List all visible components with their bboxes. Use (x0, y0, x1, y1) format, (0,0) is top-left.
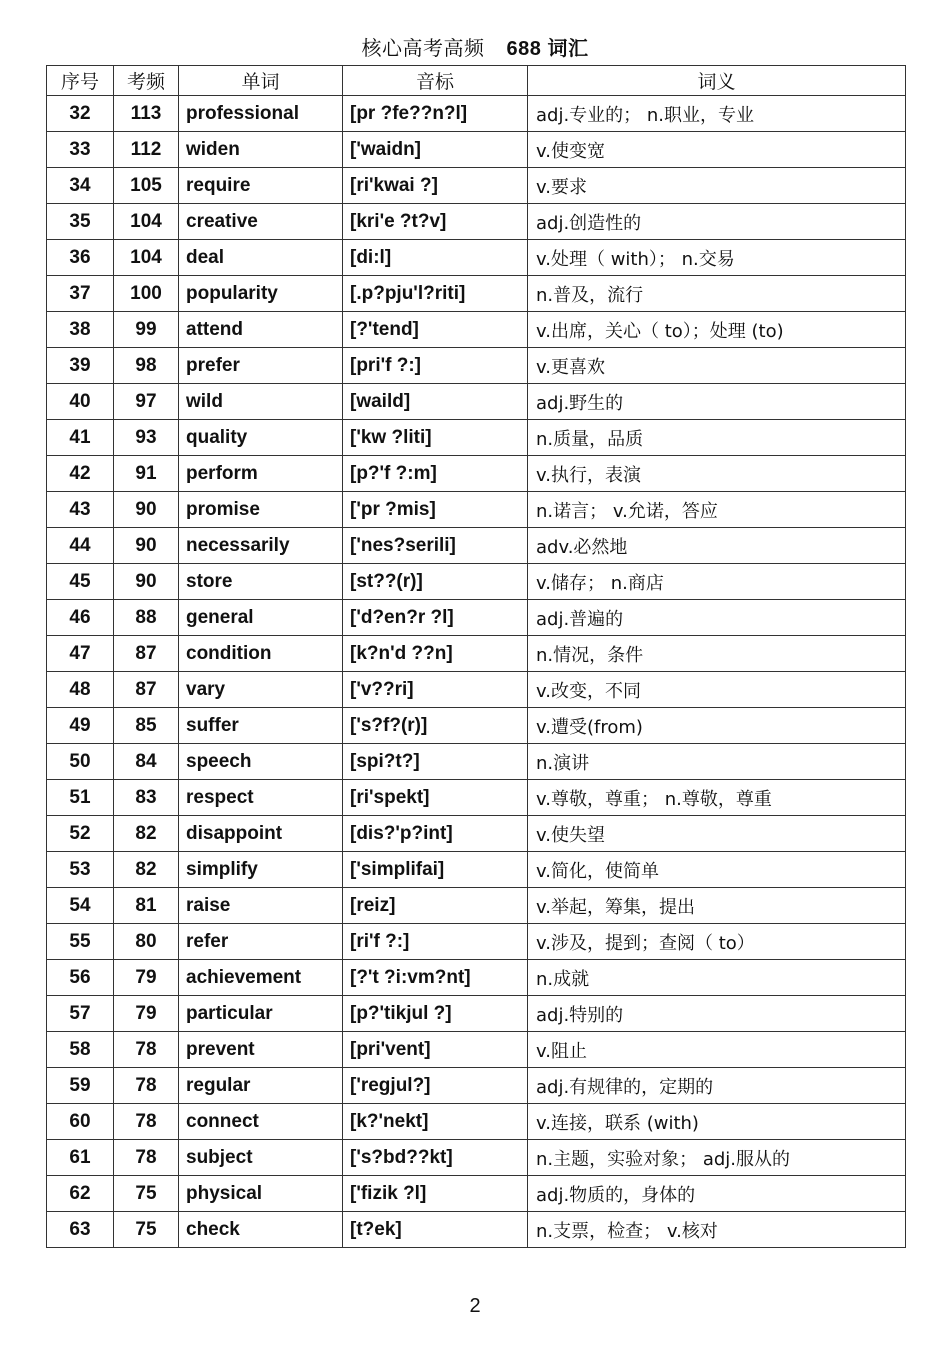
table-row (47, 168, 906, 204)
cell-word: vary (179, 672, 343, 708)
cell-word: require (179, 168, 343, 204)
cell-phonetic: [k?'nekt] (343, 1104, 528, 1140)
header-word: 单词 (179, 66, 343, 96)
table-row (47, 1032, 906, 1068)
cell-index: 37 (47, 276, 114, 312)
page-number: 2 (469, 1295, 481, 1317)
header-index: 序号 (47, 66, 114, 96)
cell-meaning: v.执行，表演 (528, 456, 906, 492)
table-row (47, 888, 906, 924)
vocab-table (46, 65, 906, 1248)
table-row (47, 96, 906, 132)
cell-word: connect (179, 1104, 343, 1140)
table-row (47, 492, 906, 528)
cell-index: 57 (47, 996, 114, 1032)
cell-index: 58 (47, 1032, 114, 1068)
cell-word: prevent (179, 1032, 343, 1068)
cell-word: quality (179, 420, 343, 456)
cell-phonetic: [ri'spekt] (343, 780, 528, 816)
cell-meaning: adj.专业的； n.职业，专业 (528, 96, 906, 132)
cell-index: 53 (47, 852, 114, 888)
table-row (47, 348, 906, 384)
cell-phonetic: ['s?f?(r)] (343, 708, 528, 744)
cell-word: subject (179, 1140, 343, 1176)
cell-index: 49 (47, 708, 114, 744)
cell-phonetic: [.p?pju'l?riti] (343, 276, 528, 312)
cell-index: 61 (47, 1140, 114, 1176)
cell-frequency: 100 (114, 276, 179, 312)
cell-word: respect (179, 780, 343, 816)
cell-index: 44 (47, 528, 114, 564)
cell-frequency: 79 (114, 996, 179, 1032)
cell-word: professional (179, 96, 343, 132)
cell-phonetic: [di:l] (343, 240, 528, 276)
cell-meaning: adj.野生的 (528, 384, 906, 420)
table-row (47, 744, 906, 780)
cell-word: check (179, 1212, 343, 1248)
cell-word: regular (179, 1068, 343, 1104)
cell-index: 32 (47, 96, 114, 132)
cell-word: perform (179, 456, 343, 492)
table-row (47, 672, 906, 708)
cell-word: creative (179, 204, 343, 240)
cell-word: widen (179, 132, 343, 168)
cell-frequency: 105 (114, 168, 179, 204)
table-row (47, 960, 906, 996)
table-row (47, 1176, 906, 1212)
table-row (47, 312, 906, 348)
cell-frequency: 84 (114, 744, 179, 780)
cell-index: 42 (47, 456, 114, 492)
cell-frequency: 78 (114, 1140, 179, 1176)
cell-meaning: v.使失望 (528, 816, 906, 852)
cell-phonetic: ['kw ?liti] (343, 420, 528, 456)
cell-phonetic: [spi?t?] (343, 744, 528, 780)
table-row (47, 1068, 906, 1104)
cell-meaning: v.遭受(from) (528, 708, 906, 744)
cell-index: 39 (47, 348, 114, 384)
cell-word: prefer (179, 348, 343, 384)
cell-meaning: n.成就 (528, 960, 906, 996)
table-row (47, 420, 906, 456)
cell-frequency: 90 (114, 564, 179, 600)
cell-word: deal (179, 240, 343, 276)
cell-index: 36 (47, 240, 114, 276)
cell-index: 43 (47, 492, 114, 528)
cell-meaning: n.质量，品质 (528, 420, 906, 456)
cell-index: 63 (47, 1212, 114, 1248)
cell-index: 41 (47, 420, 114, 456)
cell-meaning: adj.创造性的 (528, 204, 906, 240)
cell-phonetic: [dis?'p?int] (343, 816, 528, 852)
cell-frequency: 87 (114, 636, 179, 672)
cell-meaning: v.涉及，提到；查阅（ to） (528, 924, 906, 960)
cell-meaning: v.简化，使简单 (528, 852, 906, 888)
cell-meaning: v.改变，不同 (528, 672, 906, 708)
table-row (47, 708, 906, 744)
cell-word: raise (179, 888, 343, 924)
cell-meaning: adj.物质的，身体的 (528, 1176, 906, 1212)
cell-phonetic: [ri'kwai ?] (343, 168, 528, 204)
cell-phonetic: [st??(r)] (343, 564, 528, 600)
cell-frequency: 90 (114, 492, 179, 528)
cell-index: 34 (47, 168, 114, 204)
cell-word: store (179, 564, 343, 600)
table-row (47, 456, 906, 492)
cell-index: 52 (47, 816, 114, 852)
cell-frequency: 104 (114, 240, 179, 276)
title-number: 688 词汇 (506, 38, 589, 60)
document-title (0, 32, 950, 61)
cell-frequency: 81 (114, 888, 179, 924)
header-phonetic: 音标 (343, 66, 528, 96)
cell-phonetic: [pri'f ?:] (343, 348, 528, 384)
cell-phonetic: [p?'f ?:m] (343, 456, 528, 492)
table-row (47, 852, 906, 888)
cell-meaning: v.储存； n.商店 (528, 564, 906, 600)
cell-frequency: 79 (114, 960, 179, 996)
cell-frequency: 88 (114, 600, 179, 636)
cell-index: 45 (47, 564, 114, 600)
cell-phonetic: [t?ek] (343, 1212, 528, 1248)
cell-word: speech (179, 744, 343, 780)
cell-frequency: 91 (114, 456, 179, 492)
table-row (47, 780, 906, 816)
cell-frequency: 82 (114, 816, 179, 852)
cell-phonetic: ['s?bd??kt] (343, 1140, 528, 1176)
cell-meaning: v.要求 (528, 168, 906, 204)
cell-phonetic: [kri'e ?t?v] (343, 204, 528, 240)
cell-frequency: 97 (114, 384, 179, 420)
table-row (47, 276, 906, 312)
cell-phonetic: [waild] (343, 384, 528, 420)
table-row (47, 996, 906, 1032)
table-row (47, 564, 906, 600)
cell-index: 51 (47, 780, 114, 816)
cell-index: 59 (47, 1068, 114, 1104)
cell-phonetic: ['fizik ?l] (343, 1176, 528, 1212)
cell-word: physical (179, 1176, 343, 1212)
cell-meaning: n.普及，流行 (528, 276, 906, 312)
cell-index: 62 (47, 1176, 114, 1212)
cell-phonetic: [p?'tikjul ?] (343, 996, 528, 1032)
cell-phonetic: ['regjul?] (343, 1068, 528, 1104)
table-row (47, 636, 906, 672)
cell-frequency: 78 (114, 1104, 179, 1140)
cell-phonetic: [k?n'd ??n] (343, 636, 528, 672)
cell-frequency: 104 (114, 204, 179, 240)
table-row (47, 132, 906, 168)
cell-index: 56 (47, 960, 114, 996)
cell-meaning: adv.必然地 (528, 528, 906, 564)
cell-meaning: n.情况，条件 (528, 636, 906, 672)
cell-phonetic: [pr ?fe??n?l] (343, 96, 528, 132)
cell-meaning: adj.普遍的 (528, 600, 906, 636)
table-row (47, 204, 906, 240)
cell-meaning: n.演讲 (528, 744, 906, 780)
cell-meaning: adj.有规律的，定期的 (528, 1068, 906, 1104)
cell-meaning: n.诺言； v.允诺，答应 (528, 492, 906, 528)
cell-word: attend (179, 312, 343, 348)
cell-word: general (179, 600, 343, 636)
cell-word: refer (179, 924, 343, 960)
cell-index: 54 (47, 888, 114, 924)
table-row (47, 1104, 906, 1140)
table-row (47, 1140, 906, 1176)
cell-frequency: 90 (114, 528, 179, 564)
cell-frequency: 98 (114, 348, 179, 384)
cell-meaning: n.主题，实验对象； adj.服从的 (528, 1140, 906, 1176)
cell-meaning: v.连接，联系 (with) (528, 1104, 906, 1140)
cell-phonetic: ['simplifai] (343, 852, 528, 888)
cell-phonetic: [?'t ?i:vm?nt] (343, 960, 528, 996)
cell-phonetic: ['v??ri] (343, 672, 528, 708)
table-row (47, 600, 906, 636)
cell-word: simplify (179, 852, 343, 888)
table-row (47, 384, 906, 420)
cell-frequency: 112 (114, 132, 179, 168)
table-row (47, 528, 906, 564)
cell-frequency: 80 (114, 924, 179, 960)
cell-phonetic: ['nes?serili] (343, 528, 528, 564)
cell-word: condition (179, 636, 343, 672)
cell-phonetic: [ri'f ?:] (343, 924, 528, 960)
header-meaning: 词义 (528, 66, 906, 96)
table-row (47, 816, 906, 852)
cell-meaning: v.更喜欢 (528, 348, 906, 384)
header-row (47, 66, 906, 96)
cell-phonetic: ['waidn] (343, 132, 528, 168)
cell-word: popularity (179, 276, 343, 312)
cell-index: 60 (47, 1104, 114, 1140)
cell-frequency: 87 (114, 672, 179, 708)
cell-index: 55 (47, 924, 114, 960)
cell-index: 38 (47, 312, 114, 348)
cell-index: 46 (47, 600, 114, 636)
cell-meaning: v.阻止 (528, 1032, 906, 1068)
cell-phonetic: [pri'vent] (343, 1032, 528, 1068)
cell-meaning: v.举起，筹集，提出 (528, 888, 906, 924)
cell-word: suffer (179, 708, 343, 744)
cell-frequency: 99 (114, 312, 179, 348)
title-text: 核心高考高频 (361, 36, 485, 60)
cell-index: 47 (47, 636, 114, 672)
cell-word: necessarily (179, 528, 343, 564)
cell-index: 33 (47, 132, 114, 168)
cell-frequency: 93 (114, 420, 179, 456)
table-row (47, 1212, 906, 1248)
table-row (47, 924, 906, 960)
cell-index: 40 (47, 384, 114, 420)
cell-frequency: 83 (114, 780, 179, 816)
cell-meaning: v.处理（ with）； n.交易 (528, 240, 906, 276)
cell-frequency: 113 (114, 96, 179, 132)
cell-phonetic: [?'tend] (343, 312, 528, 348)
cell-phonetic: [reiz] (343, 888, 528, 924)
cell-frequency: 78 (114, 1068, 179, 1104)
cell-index: 50 (47, 744, 114, 780)
header-frequency: 考频 (114, 66, 179, 96)
cell-meaning: v.使变宽 (528, 132, 906, 168)
cell-word: disappoint (179, 816, 343, 852)
cell-word: promise (179, 492, 343, 528)
cell-index: 48 (47, 672, 114, 708)
cell-index: 35 (47, 204, 114, 240)
cell-frequency: 75 (114, 1212, 179, 1248)
cell-word: wild (179, 384, 343, 420)
cell-word: achievement (179, 960, 343, 996)
cell-frequency: 82 (114, 852, 179, 888)
cell-phonetic: ['pr ?mis] (343, 492, 528, 528)
cell-frequency: 85 (114, 708, 179, 744)
table-row (47, 240, 906, 276)
cell-meaning: v.出席，关心（ to）；处理 (to) (528, 312, 906, 348)
cell-frequency: 75 (114, 1176, 179, 1212)
cell-meaning: v.尊敬，尊重； n.尊敬，尊重 (528, 780, 906, 816)
cell-meaning: adj.特别的 (528, 996, 906, 1032)
cell-meaning: n.支票，检查； v.核对 (528, 1212, 906, 1248)
cell-frequency: 78 (114, 1032, 179, 1068)
cell-word: particular (179, 996, 343, 1032)
cell-phonetic: ['d?en?r ?l] (343, 600, 528, 636)
